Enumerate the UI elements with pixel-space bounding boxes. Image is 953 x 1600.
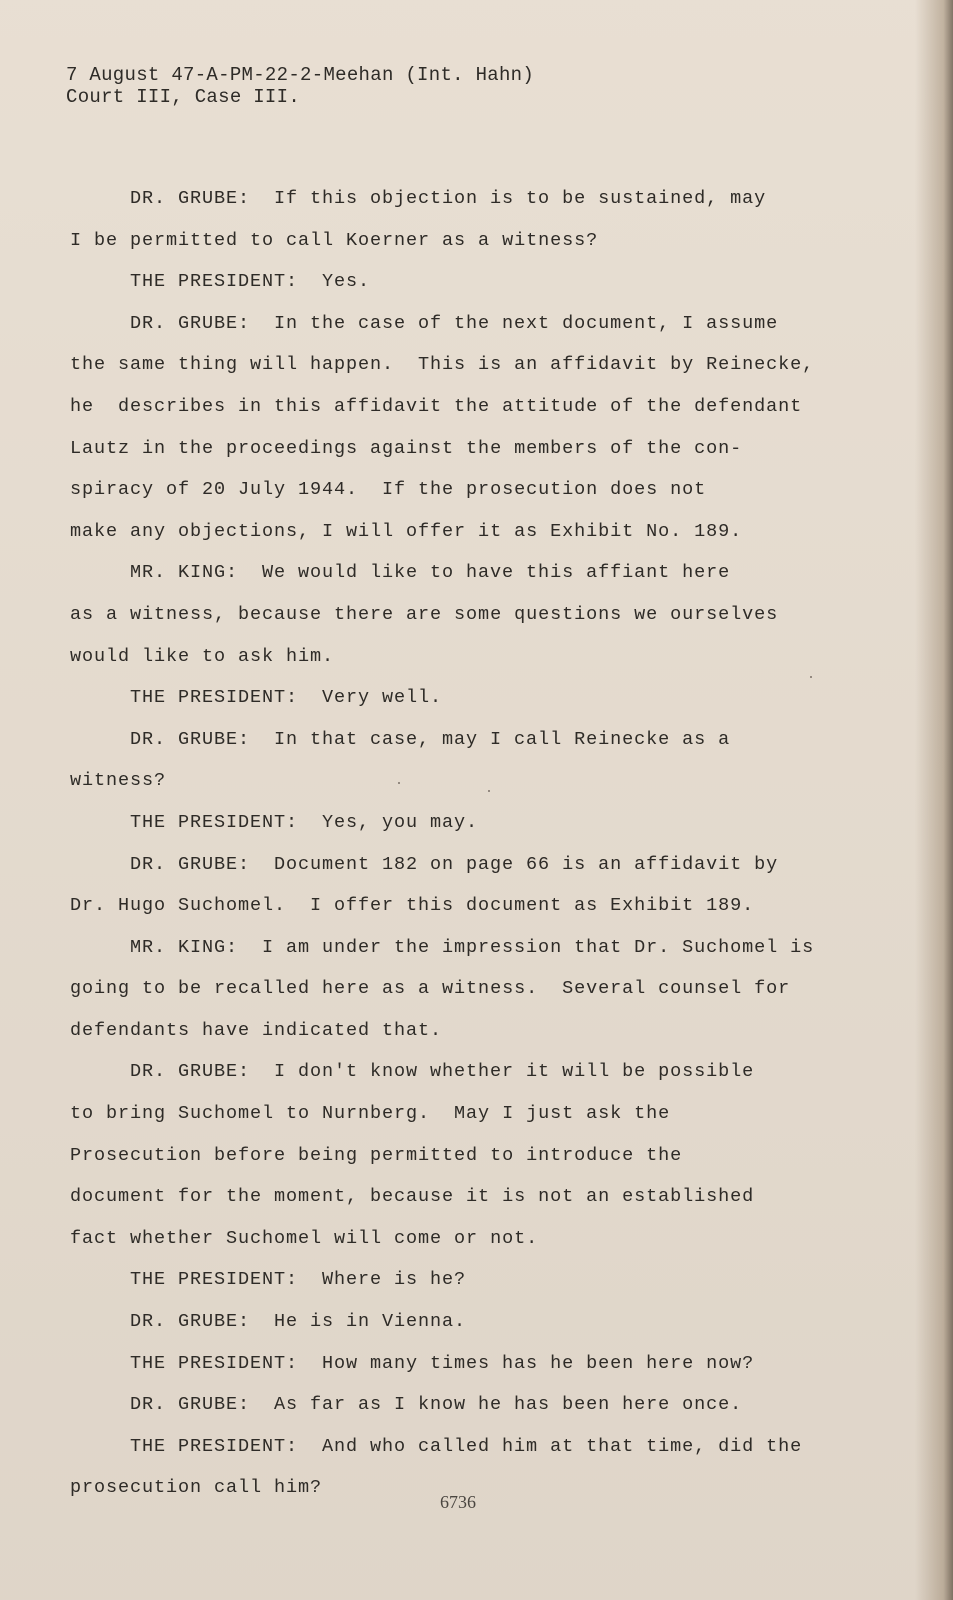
transcript-line: I be permitted to call Koerner as a witness? [70, 229, 599, 251]
transcript-line: MR. KING: We would like to have this affiant here [130, 562, 731, 584]
page-number: 6736 [440, 1492, 476, 1512]
transcript-line: THE PRESIDENT: Yes. [130, 271, 371, 293]
transcript-line: THE PRESIDENT: Very well. [130, 687, 443, 709]
document-header [66, 64, 534, 108]
transcript-line: make any objections, I will offer it as Exhibit No. 189. [70, 520, 743, 542]
transcript-line: DR. GRUBE: If this objection is to be sustained, may [130, 188, 767, 209]
header-line-1: 7 August 47-A-PM-22-2-Meehan (Int. Hahn) [66, 64, 535, 86]
transcript-line: would like to ask him. [70, 645, 335, 667]
transcript-line: defendants have indicated that. [70, 1019, 443, 1041]
transcript-line: THE PRESIDENT: And who called him at that time, did the [130, 1435, 803, 1457]
transcript-line: DR. GRUBE: He is in Vienna. [130, 1311, 467, 1333]
transcript-line: DR. GRUBE: In the case of the next document, I assume [130, 312, 779, 334]
transcript-line: Lautz in the proceedings against the members of the con- [70, 437, 743, 459]
transcript-line: THE PRESIDENT: Yes, you may. [130, 811, 479, 833]
transcript-line: fact whether Suchomel will come or not. [70, 1227, 539, 1249]
transcript-line: spiracy of 20 July 1944. If the prosecution does not [70, 479, 707, 501]
transcript-line: DR. GRUBE: I don't know whether it will be possible [130, 1061, 755, 1083]
transcript-line: Prosecution before being permitted to introduce the [70, 1144, 683, 1166]
transcript-line: he describes in this affidavit the attitude of the defendant [70, 395, 803, 417]
transcript-body [70, 178, 860, 1509]
transcript-line: THE PRESIDENT: Where is he? [130, 1269, 467, 1291]
transcript-line: DR. GRUBE: Document 182 on page 66 is an affidavit by [130, 853, 779, 875]
transcript-line: THE PRESIDENT: How many times has he been here now? [130, 1352, 755, 1374]
transcript-line: as a witness, because there are some questions we ourselves [70, 603, 779, 625]
transcript-line: DR. GRUBE: In that case, may I call Reinecke as a [130, 728, 731, 750]
transcript-line: prosecution call him? [70, 1477, 323, 1499]
ink-speck [398, 782, 400, 784]
transcript-line: Dr. Hugo Suchomel. I offer this document as Exhibit 189. [70, 895, 755, 917]
transcript-line: witness? [70, 770, 167, 792]
transcript-line: MR. KING: I am under the impression that Dr. Suchomel is [130, 936, 815, 958]
header-line-2: Court III, Case III. [66, 86, 301, 108]
ink-speck [488, 790, 490, 792]
transcript-line: going to be recalled here as a witness. Several counsel for [70, 978, 791, 1000]
ink-speck [810, 676, 812, 678]
transcript-line: the same thing will happen. This is an affidavit by Reinecke, [70, 354, 815, 376]
transcript-line: document for the moment, because it is not an established [70, 1186, 755, 1208]
transcript-line: to bring Suchomel to Nurnberg. May I just ask the [70, 1103, 671, 1125]
transcript-line: DR. GRUBE: As far as I know he has been here once. [130, 1394, 743, 1416]
